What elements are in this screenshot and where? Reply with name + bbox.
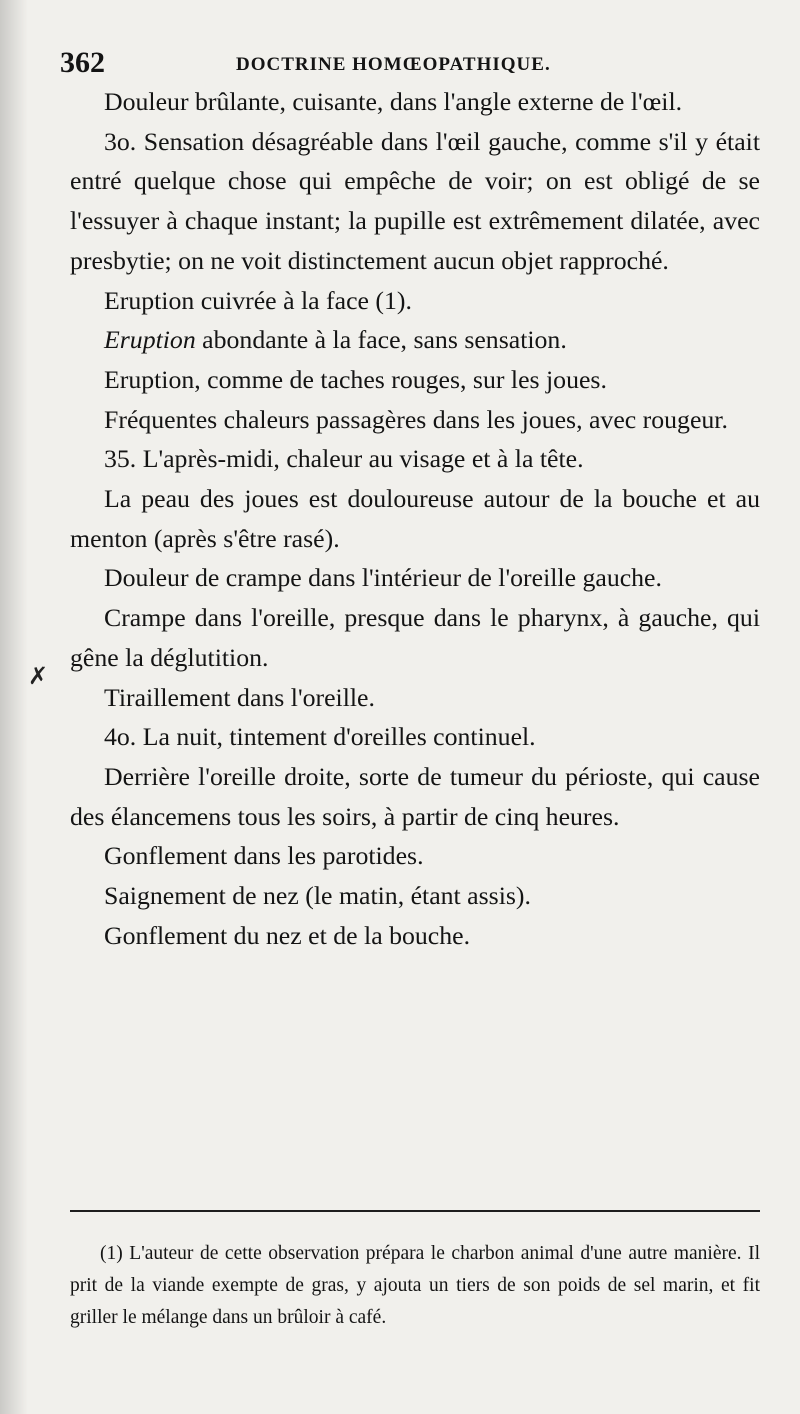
paragraph: La peau des joues est douloureuse autour de la bouche et au menton (après s'être rasé). xyxy=(70,484,760,553)
paragraph: 3o. Sensation désagréable dans l'œil gauche, comme s'il y était entré quelque chose qui empêche de voir; on est obligé de se l'essuyer à chaque instant; la pupille est extrêmement dilatée, avec presbytie; on ne voit distinctement aucun objet rapproché. xyxy=(70,126,760,275)
paragraph: Saignement de nez (le matin, étant assis). xyxy=(104,881,531,911)
page-edge-shadow xyxy=(0,0,28,1414)
page-header xyxy=(60,46,760,80)
handwritten-margin-mark-icon: ✗ xyxy=(28,662,49,690)
footnote-divider xyxy=(70,1210,760,1212)
page-number: 362 xyxy=(60,46,105,79)
paragraph: Derrière l'oreille droite, sorte de tumeur du périoste, qui cause des élancemens tous les soirs, à partir de cinq heures. xyxy=(70,761,760,831)
running-title: DOCTRINE HOMŒOPATHIQUE. xyxy=(236,54,551,75)
paragraph xyxy=(70,320,760,360)
paragraph: Douleur brûlante, cuisante, dans l'angle externe de l'œil. xyxy=(104,87,683,116)
paragraph: Eruption, comme de taches rouges, sur les joues. xyxy=(104,364,607,394)
paragraph: Douleur de crampe dans l'intérieur de l'oreille gauche. xyxy=(104,563,662,593)
paragraph: Tiraillement dans l'oreille. xyxy=(104,682,375,712)
paragraph-rest: abondante à la face, sans sensation. xyxy=(195,325,567,355)
italic-word: Eruption xyxy=(104,325,196,355)
paragraph: Gonflement du nez et de la bouche. xyxy=(104,920,471,950)
footnote: (1) L'auteur de cette observation prépara le charbon animal d'une autre manière. Il prit de la viande exempte de gras, y ajouta un tiers de son poids de sel marin, et fit griller le mélange dans un brûloir à café. xyxy=(70,1243,760,1328)
paragraph: Eruption cuivrée à la face (1). xyxy=(104,285,412,315)
paragraph: 35. L'après-midi, chaleur au visage et à la tête. xyxy=(104,444,584,474)
body-text xyxy=(70,82,760,955)
paragraph: 4o. La nuit, tintement d'oreilles continuel. xyxy=(104,722,536,752)
paragraph: Gonflement dans les parotides. xyxy=(104,841,424,871)
paragraph: Crampe dans l'oreille, presque dans le pharynx, à gauche, qui gêne la déglutition. xyxy=(70,603,760,672)
paragraph: Fréquentes chaleurs passagères dans les joues, avec rougeur. xyxy=(104,404,728,434)
